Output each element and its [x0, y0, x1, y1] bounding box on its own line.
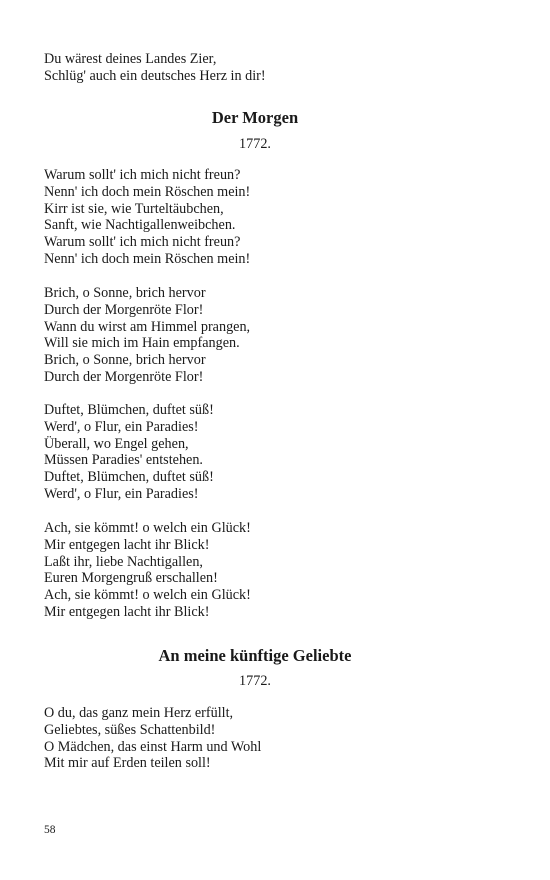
- verse-line: Sanft, wie Nachtigallenweibchen.: [44, 217, 236, 234]
- verse-line: Nenn' ich doch mein Röschen mein!: [44, 250, 251, 267]
- poem-stanza: [44, 520, 514, 621]
- verse-line: Durch der Morgenröte Flor!: [44, 368, 204, 385]
- verse-line: Brich, o Sonne, brich hervor: [44, 285, 206, 301]
- poem-stanza: [44, 167, 514, 268]
- poem-stanza: [44, 285, 514, 386]
- verse-line: Durch der Morgenröte Flor!: [44, 301, 204, 318]
- verse-line: O Mädchen, das einst Harm und Wohl: [44, 738, 262, 755]
- verse-line: Schlüg' auch ein deutsches Herz in dir!: [44, 67, 266, 84]
- opening-stanza: [44, 51, 514, 85]
- verse-line: Überall, wo Engel gehen,: [44, 435, 189, 452]
- verse-line: Duftet, Blümchen, duftet süß!: [44, 402, 214, 418]
- verse-line: Ach, sie kömmt! o welch ein Glück!: [44, 587, 251, 604]
- verse-line: Laßt ihr, liebe Nachtigallen,: [44, 553, 203, 570]
- poem-year: 1772.: [239, 673, 271, 689]
- verse-line: Werd', o Flur, ein Paradies!: [44, 418, 199, 435]
- verse-line: Müssen Paradies' entstehen.: [44, 452, 203, 469]
- verse-line: Euren Morgengruß erschallen!: [44, 570, 218, 587]
- verse-line: Warum sollt' ich mich nicht freun?: [44, 167, 241, 183]
- verse-line: Kirr ist sie, wie Turteltäubchen,: [44, 200, 224, 217]
- verse-line: Wann du wirst am Himmel prangen,: [44, 318, 251, 335]
- poem-stanza: [44, 402, 514, 503]
- verse-line: Werd', o Flur, ein Paradies!: [44, 485, 199, 502]
- verse-line: Du wärest deines Landes Zier,: [44, 51, 217, 67]
- verse-line: Ach, sie kömmt! o welch ein Glück!: [44, 520, 251, 536]
- verse-line: O du, das ganz mein Herz erfüllt,: [44, 705, 234, 721]
- verse-line: Mit mir auf Erden teilen soll!: [44, 755, 211, 772]
- verse-line: Warum sollt' ich mich nicht freun?: [44, 234, 241, 251]
- verse-line: Will sie mich im Hain empfangen.: [44, 335, 240, 352]
- poem-year: 1772.: [239, 136, 271, 152]
- verse-line: Mir entgegen lacht ihr Blick!: [44, 536, 210, 553]
- verse-line: Brich, o Sonne, brich hervor: [44, 352, 206, 369]
- verse-line: Mir entgegen lacht ihr Blick!: [44, 603, 210, 620]
- verse-line: Nenn' ich doch mein Röschen mein!: [44, 183, 251, 200]
- poem-title: Der Morgen: [211, 108, 299, 127]
- verse-line: Geliebtes, süßes Schattenbild!: [44, 721, 216, 738]
- poem-stanza: [44, 705, 514, 772]
- page-number: 58: [44, 824, 56, 836]
- verse-line: Duftet, Blümchen, duftet süß!: [44, 469, 214, 486]
- poem-title: An meine künftige Geliebte: [158, 646, 352, 665]
